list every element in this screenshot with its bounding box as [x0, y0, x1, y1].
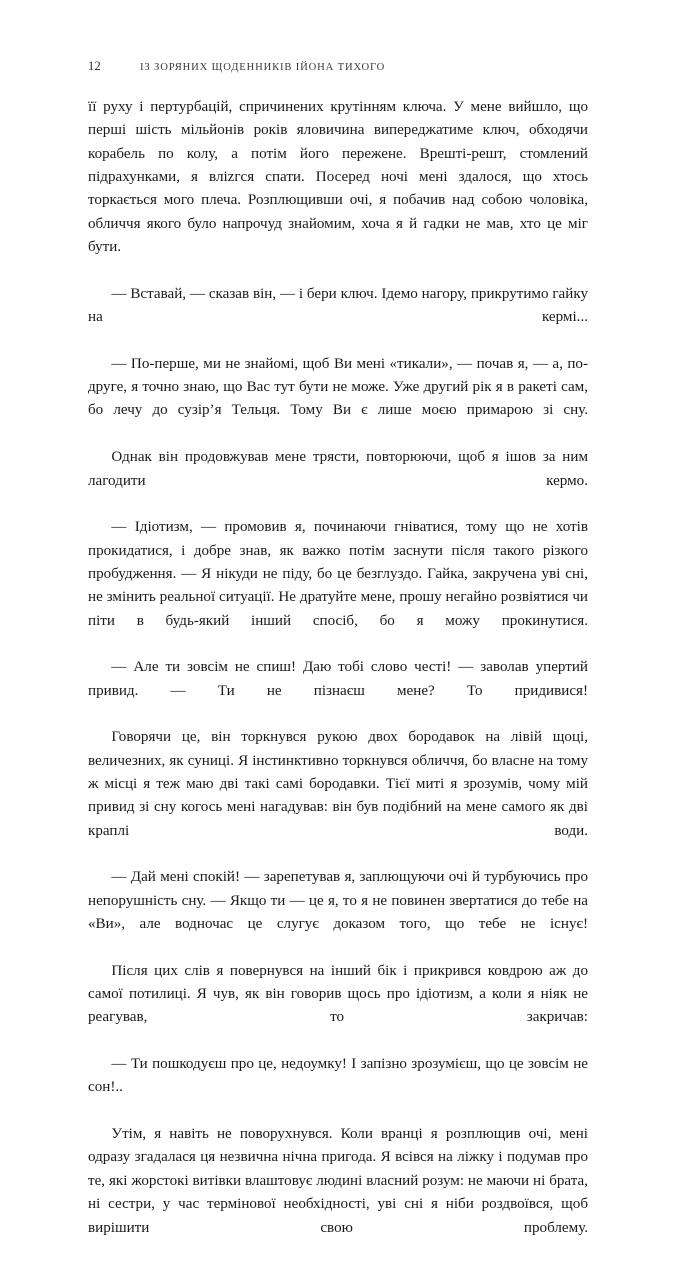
running-head-title: ІЗ ЗОРЯНИХ ЩОДЕННИКІВ ІЙОНА ТИХОГО: [140, 62, 386, 73]
paragraph: — Ти пошкодуєш про це, недоумку! І запізно зрозумієш, що це зовсім не сон!..: [88, 1056, 588, 1096]
paragraph: Після цих слів я повернувся на інший бік і прикрився ковдрою аж до самої потилиці. Я чув, як він говорив щось про ідіотизм, а коли я ніяк не реагував, то закричав:: [88, 962, 588, 1026]
paragraph: — Дай мені спокій! — зарепетував я, заплющуючи очі й турбуючись про непорушність сну. — Якщо ти — це я, то я не повинен звертатися до тебе на «Ви», але водночас це слугує доказом того, що тебе не існує!: [88, 869, 588, 933]
paragraph: — Вставай, — сказав він, — і бери ключ. Ідемо нагору, прикрутимо гайку на кермі...: [88, 285, 588, 326]
paragraph: — Але ти зовсім не спиш! Даю тобі слово честі! — заволав упертий привид. — Ти не пізнаєш мене? То придивися!: [88, 659, 588, 699]
paragraph: Говорячи це, він торкнувся рукою двох бородавок на лівій щоці, величезних, як суниці. Я інстинктивно торкнувся обличчя, бо власне на тому ж місці я теж маю дві такі самі бородавки. Тієї миті я зрозумів, чому мій привид зі сну когось мені нагадував: він був подібний на мене самого як дві краплі води.: [88, 729, 588, 839]
paragraph: її руху і пертурбацій, спричинених крутінням ключа. У мене вийшло, що перші шість мільйонів років яловичина випереджатиме ключ, обходячи корабель по колу, а потім його пережене. Врешті-решт, стомлений підрахунками, я вліzгся спати. Посеред ночі мені здалося, що хтось торкається мого плеча. Розплющивши очі, я побачив над собою чоловіка, обличчя якого було напрочуд знайомим, хоча я й гадки не мав, хто це міг бути.: [88, 99, 588, 256]
paragraph: — Ідіотизм, — промовив я, починаючи гніватися, тому що не хотів прокидатися, і добре знав, як важко потім заснути після такого різкого пробудження. — Я нікуди не піду, бо це безглуздо. Гайка, закручена уві сні, не змінить реальної ситуації. Не дратуйте мене, прошу негайно розвіятися чи піти в будь-який інший спосіб, бо я можу прокинутися.: [88, 519, 588, 629]
paragraph: Однак він продовжував мене трясти, повторюючи, щоб я ішов за ним лагодити кермо.: [88, 449, 588, 489]
page-number: 12: [88, 59, 101, 73]
paragraph: Утім, я навіть не поворухнувся. Коли вранці я розплющив очі, мені одразу згадалася ця незвична нічна пригода. Я всівся на ліжку і подумав про те, які жорстокі витівки влаштовує людині власний розум: не маючи ні брата, ні сестри, у час термінової необхідності, уві сні я ніби роздвоївся, щоб вирішити свою проблему.: [88, 1126, 588, 1236]
paragraph: — По-перше, ми не знайомі, щоб Ви мені «тикали», — почав я, — а, по-друге, я точно знаю, що Вас тут бути не може. Уже другий рік я в ракеті сам, бо лечу до сузір’я Тельця. Тому Ви є лише моєю примарою зі сну.: [88, 355, 588, 419]
running-head: [88, 59, 588, 74]
body-text: [88, 96, 588, 1263]
